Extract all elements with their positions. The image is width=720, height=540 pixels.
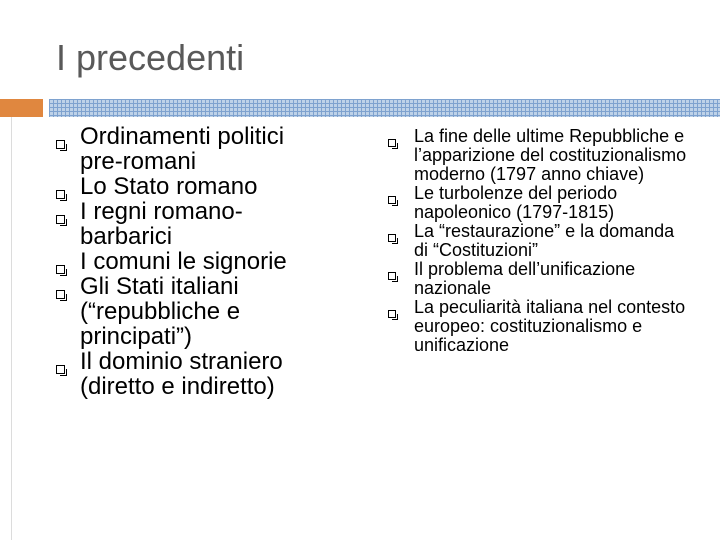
square-bullet-icon bbox=[388, 196, 396, 204]
list-item-text: La “restaurazione” e la domanda di “Costituzioni” bbox=[414, 221, 675, 260]
left-divider bbox=[11, 117, 12, 540]
accent-bar-orange bbox=[0, 99, 43, 117]
square-bullet-icon bbox=[56, 290, 65, 299]
square-bullet-icon bbox=[388, 272, 396, 280]
square-bullet-icon bbox=[56, 365, 65, 374]
accent-bar-blue bbox=[49, 99, 720, 117]
square-bullet-icon bbox=[56, 140, 65, 149]
square-bullet-icon bbox=[388, 310, 396, 318]
right-bullet-list bbox=[388, 127, 688, 355]
list-item-text: I regni romano-barbarici bbox=[80, 198, 243, 250]
list-item-text: Le turbolenze del periodo napoleonico (1797-1815) bbox=[414, 183, 618, 222]
list-item bbox=[56, 174, 326, 199]
list-item-text: La peculiarità italiana nel contesto europeo: costituzionalismo e unificazione bbox=[414, 297, 686, 355]
list-item-text: La fine delle ultime Repubbliche e l’apparizione del costituzionalismo moderno (1797 anno chiave) bbox=[414, 126, 687, 184]
list-item bbox=[388, 298, 688, 355]
square-bullet-icon bbox=[56, 215, 65, 224]
square-bullet-icon bbox=[56, 190, 65, 199]
list-item bbox=[388, 260, 688, 298]
list-item bbox=[56, 249, 326, 274]
list-item bbox=[56, 349, 326, 399]
list-item bbox=[388, 127, 688, 184]
list-item bbox=[56, 199, 326, 249]
slide-title: I precedenti bbox=[56, 37, 245, 79]
list-item bbox=[388, 184, 688, 222]
list-item-text: I comuni le signorie bbox=[80, 248, 287, 275]
square-bullet-icon bbox=[388, 234, 396, 242]
list-item-text: Il dominio straniero (diretto e indiretto) bbox=[80, 348, 283, 400]
list-item-text: Lo Stato romano bbox=[80, 173, 258, 200]
list-item-text: Il problema dell’unificazione nazionale bbox=[414, 259, 636, 298]
list-item-text: Gli Stati italiani (“repubbliche e principati”) bbox=[80, 273, 241, 350]
list-item bbox=[56, 124, 326, 174]
left-bullet-list bbox=[56, 124, 326, 399]
list-item-text: Ordinamenti politici pre-romani bbox=[80, 123, 285, 175]
square-bullet-icon bbox=[388, 139, 396, 147]
list-item bbox=[388, 222, 688, 260]
square-bullet-icon bbox=[56, 265, 65, 274]
list-item bbox=[56, 274, 326, 349]
